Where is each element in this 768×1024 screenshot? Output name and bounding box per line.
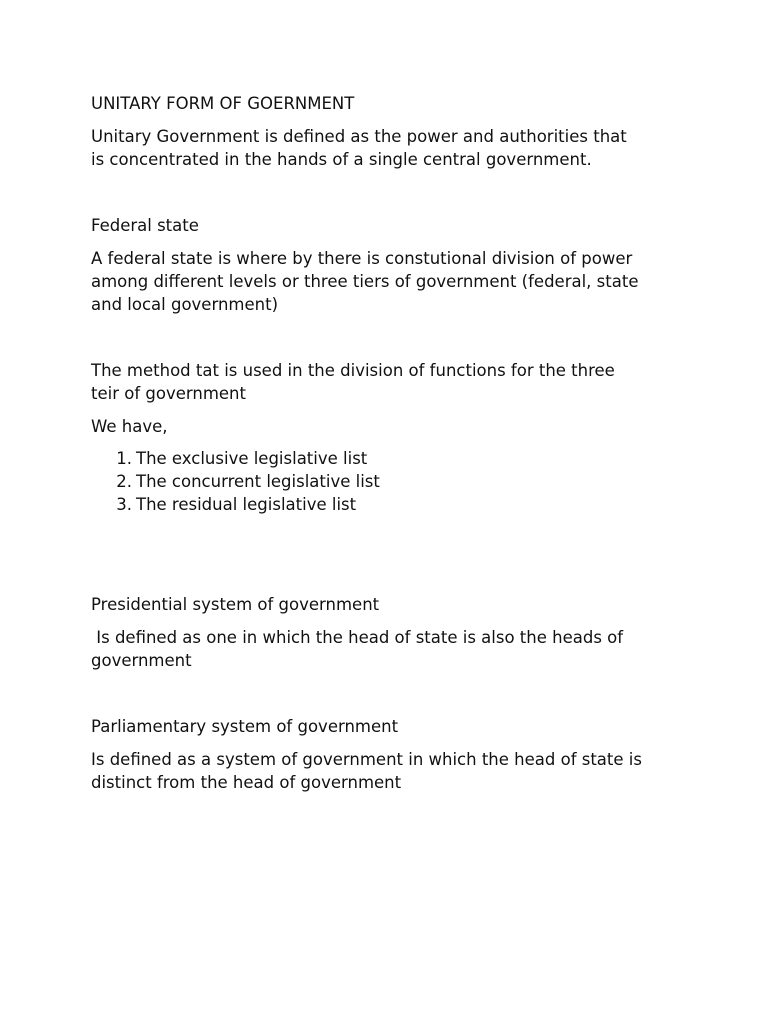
heading-presidential: Presidential system of government xyxy=(91,595,380,614)
list-item-text: The exclusive legislative list xyxy=(136,449,368,468)
list-item-number: 1. xyxy=(116,449,132,468)
list-item-number: 2. xyxy=(116,472,132,491)
presidential-definition-line-2: government xyxy=(91,651,192,670)
list-item-text: The residual legislative list xyxy=(136,495,357,514)
list-item xyxy=(91,493,380,516)
heading-parliamentary: Parliamentary system of government xyxy=(91,717,399,736)
method-paragraph-line-2: teir of government xyxy=(91,384,246,403)
list-item-number: 3. xyxy=(116,495,132,514)
parliamentary-definition-line-2: distinct from the head of government xyxy=(91,773,402,792)
heading-unitary: UNITARY FORM OF GOERNMENT xyxy=(91,94,355,113)
list-item xyxy=(91,447,380,470)
federal-definition-line-1: A federal state is where by there is constutional division of power xyxy=(91,249,633,268)
list-item xyxy=(91,470,380,493)
federal-definition-line-3: and local government) xyxy=(91,295,279,314)
federal-definition-line-2: among different levels or three tiers of government (federal, state xyxy=(91,272,639,291)
legislative-list xyxy=(91,447,380,516)
unitary-definition-line-2: is concentrated in the hands of a single central government. xyxy=(91,150,592,169)
parliamentary-definition-line-1: Is defined as a system of government in which the head of state is xyxy=(91,750,642,769)
heading-federal-state: Federal state xyxy=(91,216,199,235)
unitary-definition-line-1: Unitary Government is defined as the power and authorities that xyxy=(91,127,627,146)
we-have-text: We have, xyxy=(91,417,168,436)
list-item-text: The concurrent legislative list xyxy=(136,472,380,491)
method-paragraph-line-1: The method tat is used in the division of functions for the three xyxy=(91,361,615,380)
presidential-definition-line-1: Is defined as one in which the head of state is also the heads of xyxy=(91,628,624,647)
